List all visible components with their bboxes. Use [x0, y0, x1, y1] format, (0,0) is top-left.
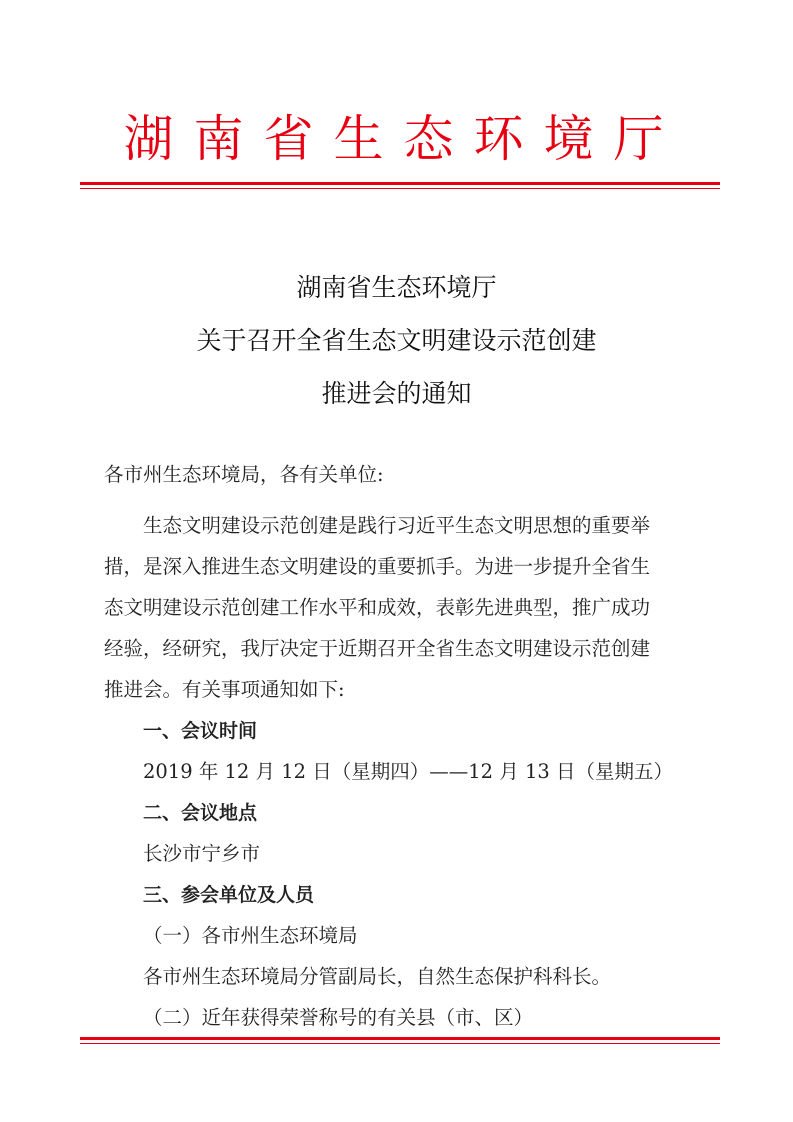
subsection2-heading: （二）近年获得荣誉称号的有关县（市、区）	[143, 1006, 534, 1029]
letterhead-title: 湖南省生态环境厅	[123, 110, 684, 168]
doc-title-line-1: 湖南省生态环境厅	[296, 273, 497, 302]
letterhead-rule-thin	[80, 188, 720, 189]
footer-rule-thick	[80, 1037, 720, 1040]
section2-heading: 二、会议地点	[143, 802, 258, 824]
section1-text: 2019 年 12 月 12 日（星期四）——12 月 13 日（星期五）	[143, 760, 673, 783]
salutation: 各市州生态环境局，各有关单位:	[104, 463, 384, 486]
para1-line: 态文明建设示范创建工作水平和成效，表彰先进典型，推广成功	[104, 596, 651, 619]
section2-text: 长沙市宁乡市	[143, 842, 261, 865]
para1-line: 生态文明建设示范创建是践行习近平生态文明思想的重要举	[143, 514, 651, 537]
letterhead-rule-thick	[80, 182, 720, 185]
para1-line: 经验，经研究，我厅决定于近期召开全省生态文明建设示范创建	[104, 637, 651, 660]
doc-title-line-2: 关于召开全省生态文明建设示范创建	[196, 326, 597, 355]
section1-heading: 一、会议时间	[143, 720, 258, 742]
para1-line: 推进会。有关事项通知如下:	[104, 678, 345, 701]
section3-heading: 三、参会单位及人员	[143, 884, 315, 906]
doc-title-line-3: 推进会的通知	[321, 379, 472, 408]
subsection1-heading: （一）各市州生态环境局	[143, 924, 358, 947]
para1-line: 措，是深入推进生态文明建设的重要抓手。为进一步提升全省生	[104, 555, 651, 578]
footer-rule-thin	[80, 1043, 720, 1044]
subsection1-text: 各市州生态环境局分管副局长，自然生态保护科科长。	[143, 965, 612, 988]
